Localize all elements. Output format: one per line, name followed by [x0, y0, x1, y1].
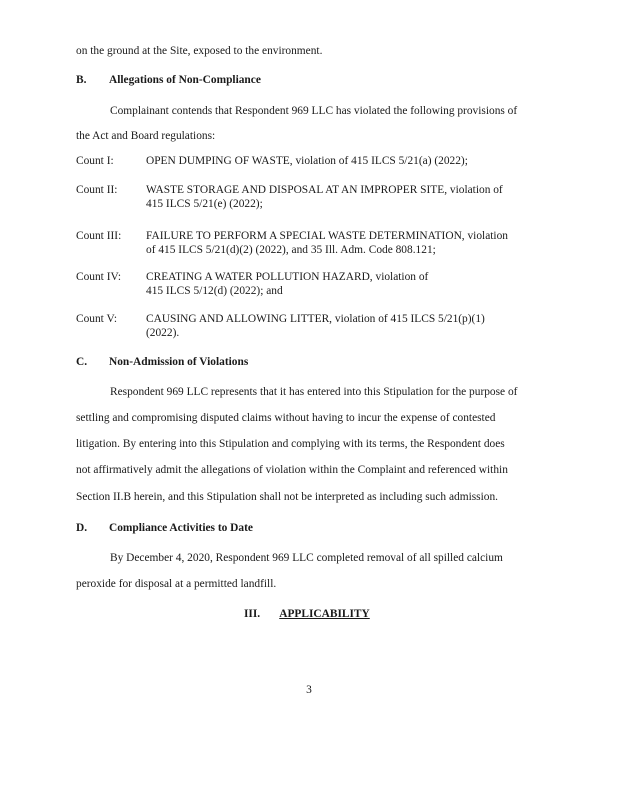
section-c-heading	[76, 355, 248, 369]
section-c-title: Non-Admission of Violations	[109, 356, 249, 368]
count-text-line: CAUSING AND ALLOWING LITTER, violation of 415 ILCS 5/21(p)(1)	[146, 313, 485, 325]
section-d-title: Compliance Activities to Date	[109, 522, 253, 534]
count-text-line: FAILURE TO PERFORM A SPECIAL WASTE DETERMINATION, violation	[146, 230, 508, 242]
count-label: Count II:	[76, 184, 118, 196]
count-text-line: OPEN DUMPING OF WASTE, violation of 415 ILCS 5/21(a) (2022);	[146, 155, 468, 167]
section-b-para-line: the Act and Board regulations:	[76, 130, 216, 142]
count-label: Count V:	[76, 313, 118, 325]
section-c-para-line: not affirmatively admit the allegations of violation within the Complaint and referenced within	[76, 464, 508, 476]
section-iii-numeral: III.	[244, 608, 261, 620]
section-iii-heading	[244, 607, 370, 621]
page-number: 3	[306, 684, 312, 696]
count-label: Count IV:	[76, 271, 122, 283]
count-text-line: WASTE STORAGE AND DISPOSAL AT AN IMPROPER SITE, violation of	[146, 184, 503, 196]
section-c-letter: C.	[76, 356, 88, 368]
top-fragment: on the ground at the Site, exposed to the environment.	[76, 45, 323, 57]
section-c-para-line: litigation. By entering into this Stipulation and complying with its terms, the Respondent does	[76, 438, 505, 450]
count-text-line: 415 ILCS 5/21(e) (2022);	[146, 197, 263, 210]
count-text-line: 415 ILCS 5/12(d) (2022); and	[146, 284, 283, 297]
section-b-title: Allegations of Non-Compliance	[109, 74, 261, 86]
count-text-line: CREATING A WATER POLLUTION HAZARD, violation of	[146, 271, 429, 283]
section-b-para-line: Complainant contends that Respondent 969 LLC has violated the following provisions of	[110, 105, 518, 117]
section-d-para-line: peroxide for disposal at a permitted landfill.	[76, 578, 277, 590]
section-c-para-line: Section II.B herein, and this Stipulation shall not be interpreted as including such admission.	[76, 491, 499, 503]
section-iii-title: APPLICABILITY	[279, 608, 370, 620]
section-c-para-line: Respondent 969 LLC represents that it has entered into this Stipulation for the purpose of	[110, 386, 518, 398]
section-c-para-line: settling and compromising disputed claims without having to incur the expense of contested	[76, 412, 496, 424]
section-d-para-line: By December 4, 2020, Respondent 969 LLC completed removal of all spilled calcium	[110, 552, 503, 564]
section-d-letter: D.	[76, 522, 88, 534]
section-b-heading	[76, 73, 261, 87]
section-d-heading	[76, 521, 253, 535]
count-text-line: of 415 ILCS 5/21(d)(2) (2022), and 35 Ill. Adm. Code 808.121;	[146, 243, 436, 256]
count-text-line: (2022).	[146, 326, 180, 339]
count-label: Count I:	[76, 155, 114, 167]
section-b-letter: B.	[76, 74, 87, 86]
count-label: Count III:	[76, 230, 122, 242]
